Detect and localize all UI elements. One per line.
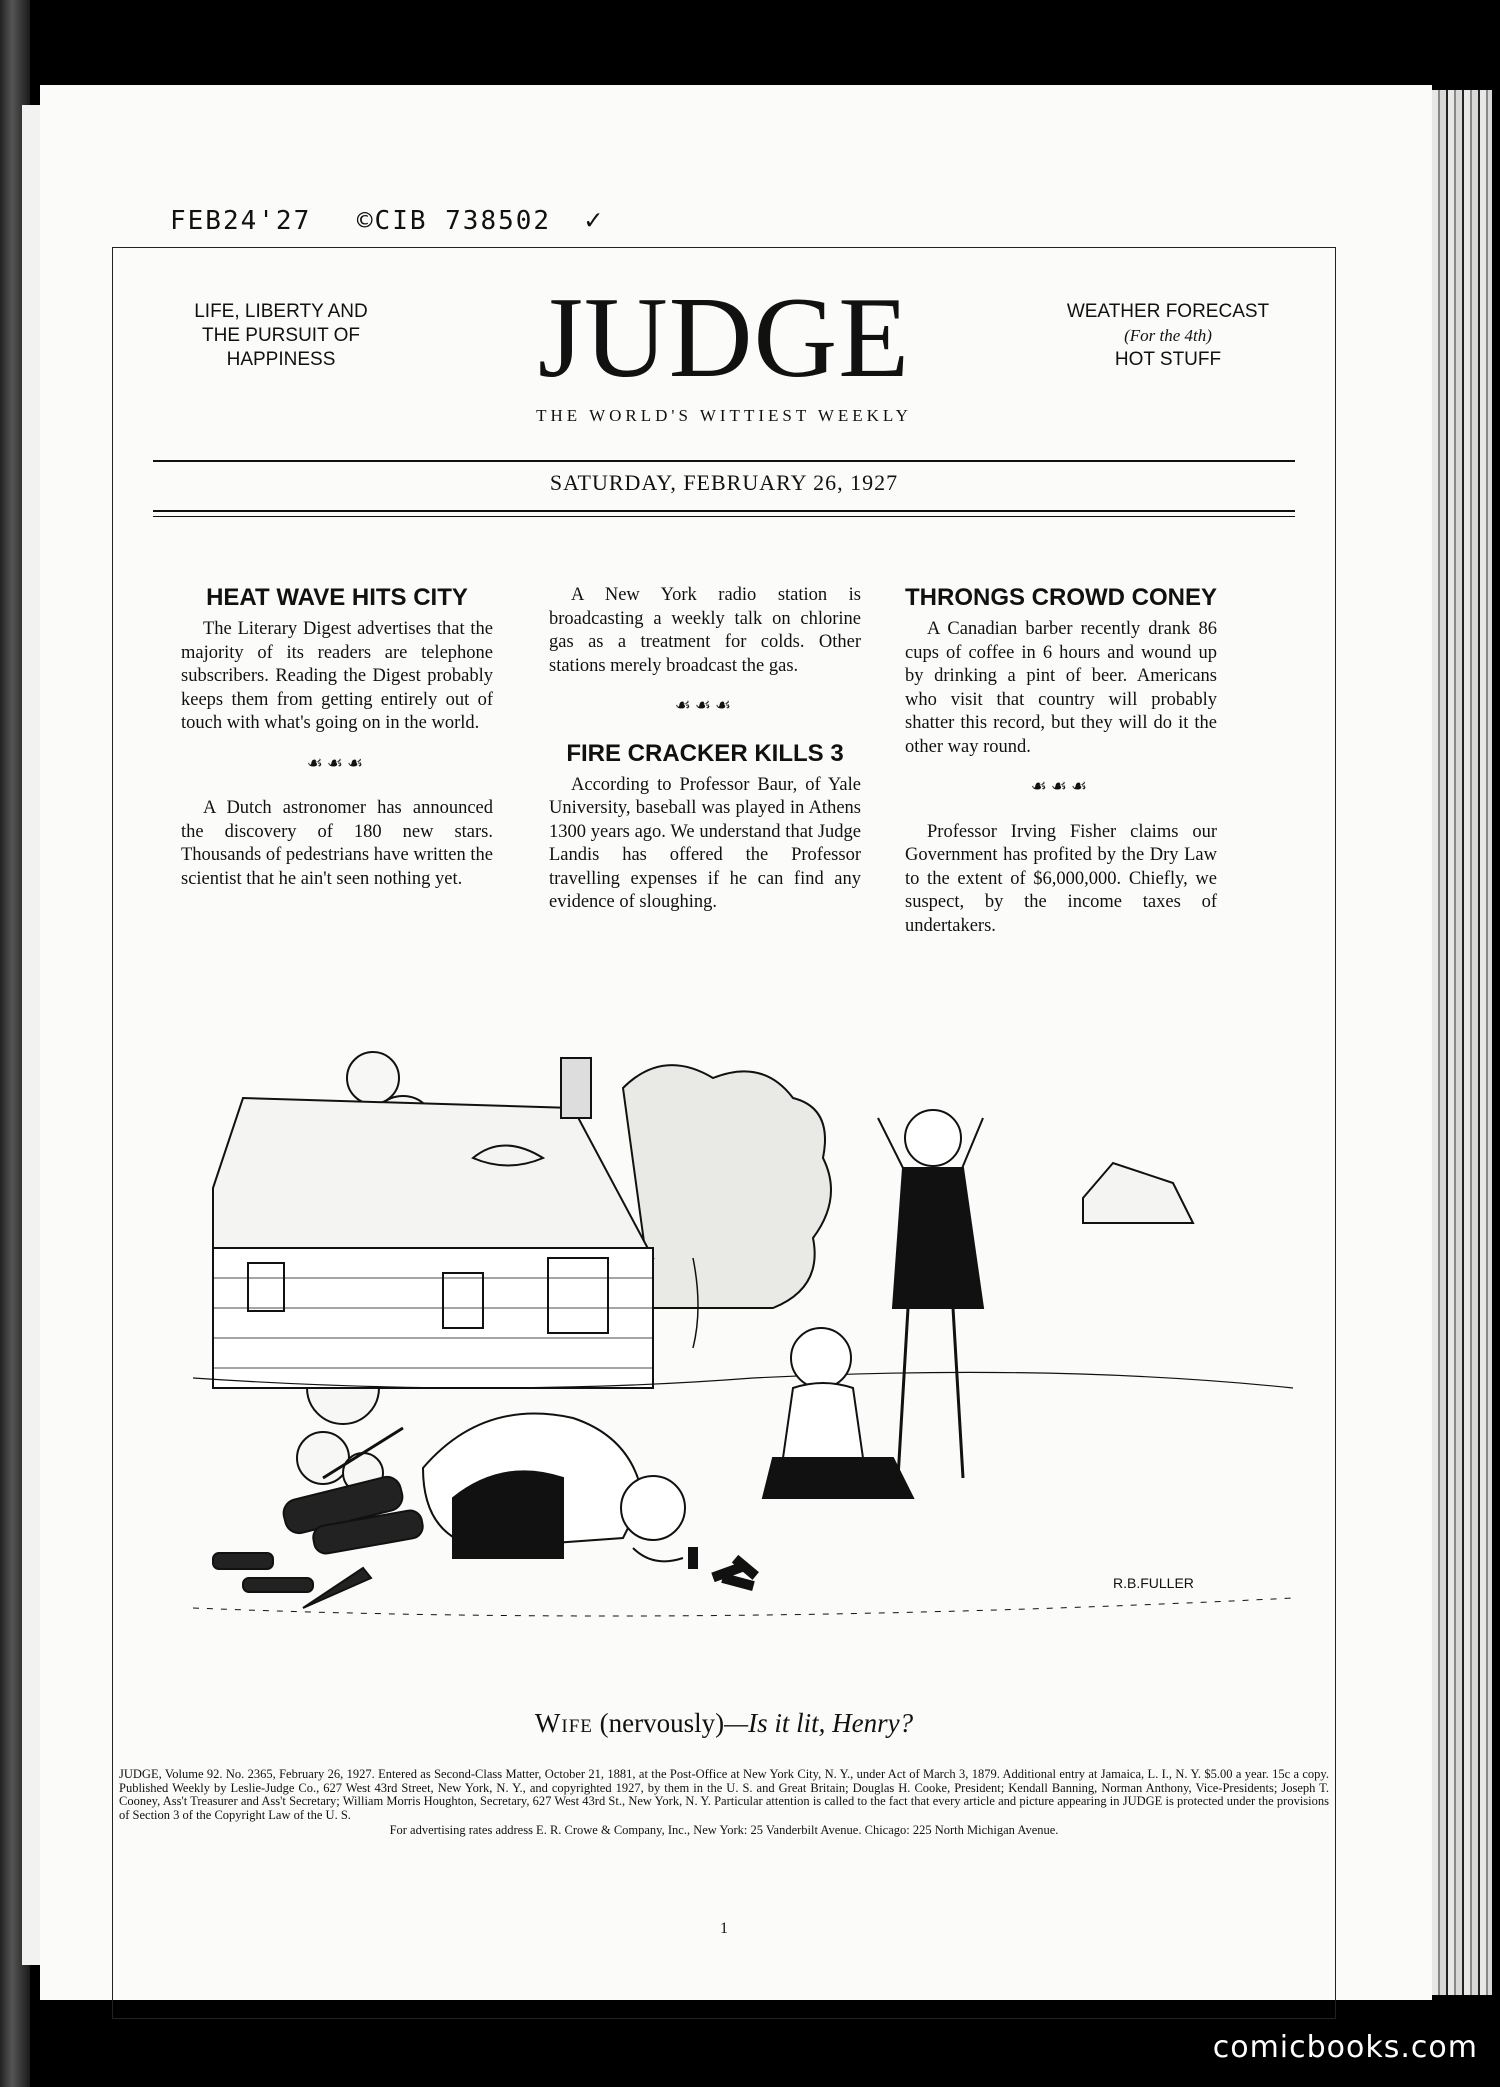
page-frame [112,247,1336,2019]
article-body: A Canadian barber recently drank 86 cups of coffee in 6 hours and wound up by drinking a pint of beer. Americans who visit that country will probably shatter this record, but they will do it the other way round. [905,619,1217,757]
woman-figure [878,1110,983,1478]
forecast-value: HOT STUFF [1114,349,1222,370]
distant-house [1083,1163,1193,1223]
advertising-notice: For advertising rates address E. R. Crowe & Company, Inc., New York: 25 Vanderbilt Avenue. Chicago: 225 North Michigan Avenue. [389,1823,1059,1837]
weather-forecast [1033,300,1303,372]
rule-bottom-2 [153,516,1295,517]
stamp-copyright: ©CIB 738502 [356,206,552,236]
boy-figure [763,1328,913,1498]
house [213,1058,653,1388]
caption-line: —Is it lit, Henry? [724,1708,914,1738]
cartoon-illustration [153,1048,1293,1648]
rule-top [153,460,1295,462]
column-1 [181,584,493,891]
ornament-divider: ☙☙☙ [1030,776,1092,796]
notice-body: JUDGE, Volume 92. No. 2365, February 26, 1927. Entered as Second-Class Matter, October 21, 1881, at the Post-Office at New York City, N. Y., under Act of March 3, 1879. Additional entry at Jamaica, L. I., N. Y. $5.00 a year. 15c a copy. Published Weekly by Leslie-Judge Co., 627 West 43rd Street, New York, N. Y., and copyrighted 1927, by them in the U. S. and Great Britain; Douglas H. Cooke, President; Kendall Banning, Norman Anthony, Vice-Presidents; Joseph T. Cooney, Ass't Treasurer and Ass't Secretary; William Morris Houghton, Secretary, 627 West 43rd St., New York, N. Y. Particular attention is called to the fact that every article and picture appearing in JUDGE is protected under the provisions of Section 3 of the Copyright Law of the U. S. [119,1767,1329,1822]
headline: THRONGS CROWD CONEY [905,584,1217,611]
check-mark-icon: ✓ [584,203,604,236]
article-body: According to Professor Baur, of Yale University, baseball was played in Athens 1300 years ago. We understand that Judge Landis has offered the Professor travelling expenses if he can find any evidence of sloughing. [549,774,861,912]
page-number: 1 [720,1920,728,1937]
masthead-tagline: THE WORLD'S WITTIEST WEEKLY [536,406,912,425]
headline: HEAT WAVE HITS CITY [206,584,468,611]
stamp-date: FEB24'27 [170,206,312,236]
masthead-motto: LIFE, LIBERTY AND THE PURSUIT OF HAPPINESS [194,301,368,370]
receipt-stamp [170,203,604,236]
right-page-edges [1432,90,1492,1995]
publication-notice [119,1768,1329,1838]
artist-signature: R.B.FULLER [1113,1575,1194,1591]
column-2 [549,584,861,915]
caption-speaker: Wife [534,1708,593,1738]
article-body: A New York radio station is broadcasting a weekly talk on chlorine gas as a treatment for colds. Other stations merely broadcast the gas. [549,585,861,676]
article-body: A Dutch astronomer has announced the discovery of 180 new stars. Thousands of pedestrians have written the scientist that he ain't seen nothing yet. [181,798,493,889]
issue-date: SATURDAY, FEBRUARY 26, 1927 [549,470,899,495]
ornament-divider: ☙☙☙ [306,752,368,773]
masthead-title: JUDGE [537,274,911,402]
caption-manner: (nervously) [599,1708,725,1738]
forecast-subtitle: (For the 4th) [1124,326,1212,345]
cartoon-caption [113,1708,1335,1739]
column-3 [905,584,1217,938]
rule-bottom-1 [153,510,1295,512]
watermark: comicbooks.com [1212,2030,1478,2065]
article-body: Professor Irving Fisher claims our Government has profited by the Dry Law to the extent of $6,000,000. Chiefly, we suspect, by the income taxes of undertakers. [905,821,1217,936]
magazine-page [40,85,1432,2000]
left-page-edge [22,105,42,1965]
article-body: The Literary Digest advertises that the majority of its readers are telephone subscribers. Reading the Digest probably keeps them from getting entirely out of touch with what's going on in the world. [181,619,493,733]
forecast-label: WEATHER FORECAST [1066,301,1270,322]
ornament-divider: ☙☙☙ [674,695,736,715]
fireworks-pile [213,1474,425,1608]
headline: FIRE CRACKER KILLS 3 [566,739,844,767]
firecracker-bundle [713,1556,758,1590]
trees [623,1065,831,1308]
